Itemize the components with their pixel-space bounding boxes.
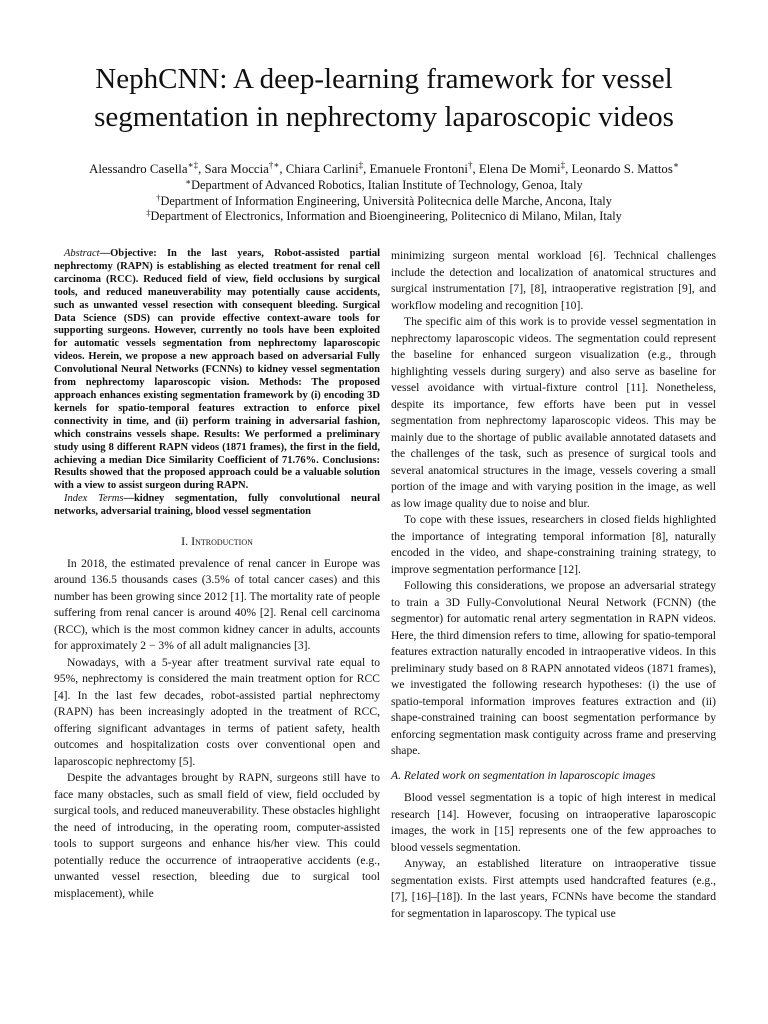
paragraph: Following this considerations, we propose an adversarial strategy to train a 3D Fully-Convolutional Neural Network (FCNN) (the segmentor) for automatic renal artery segmentation in RAPN videos. Here, the third dimension refers to time, allowing for spatio-temporal features extraction naturally encoded in intraoperative videos. In this preliminary study based on 8 RAPN annotated videos (1871 frames), we investigated the following research hypotheses: (i) the use of spatio-temporal information improves features extraction and (ii) shape-constrained training can boost segmentation performance by enforcing segmentation mask contiguity across frame and preserving shape. (391, 579, 716, 757)
author: Elena De Momi‡ (478, 160, 566, 176)
paragraph: The specific aim of this work is to provide vessel segmentation in nephrectomy laparoscopic videos. The segmentation could represent the baseline for enhanced surgeon visualization (e.g., through highlighting vessels during surgery) and also serve as baseline for vessel avoidance with virtual-fixture control [11]. Nonetheless, despite its importance, few efforts have been put in vessel segmentation from nephrectomy laparoscopic videos. This may be mainly due to the shortage of public available annotated datasets and the challenges of the task, such as presence of surgical tools and several anatomical structures in the image, vessels covering a small portion of the image and with varying position in the image, as well as low image quality due to noise and blur. (391, 315, 716, 510)
index-terms-lead: Index Terms (64, 493, 124, 505)
paragraph: Despite the advantages brought by RAPN, surgeons still have to face many obstacles, such as small field of view, field occluded by surgical tools, and reduced maneuverability. These obstacles highlight the need of introducing, in the operating room, computer-assisted tools to support surgeons and enhance his/her view. This could potentially reduce the occurrence of intraoperative accidents (e.g., unwanted vessel resection, bleeding due to surgical tool misplacement), while (54, 771, 380, 900)
abstract (54, 248, 380, 519)
author: Emanuele Frontoni† (369, 160, 473, 176)
paragraph: minimizing surgeon mental workload [6]. Technical challenges include the detection and localization of anatomical structures and surgical instrumentation [7], [8], intraoperative registration [9], and workflow modeling and recognition [10]. (391, 249, 716, 312)
paragraph: Blood vessel segmentation is a topic of high interest in medical research [14]. However, focusing on intraoperative laparoscopic images, the work in [15] represents one of the few approaches to blood vessels segmentation. (391, 791, 716, 854)
title-line-2: segmentation in nephrectomy laparoscopic videos (94, 101, 674, 133)
index-terms-body: —kidney segmentation, fully convolutional neural networks, adversarial training, blood vessel segmentation (54, 493, 381, 518)
abstract-body: —Objective: In the last years, Robot-assisted partial nephrectomy (RAPN) is establishing as elected treatment for renal cell carcinoma (RCC). Reduced field of view, field occlusions by surgical tools, and reduced maneuverability may potentially cause accidents, such as unwanted vessel resection with consequent bleeding. Surgical Data Science (SDS) can provide effective context-aware tools for supporting surgeons. However, currently no tools have been exploited for automatic vessels segmentation from nephrectomy laparoscopic videos. Herein, we propose a new approach based on adversarial Fully Convolutional Neural Networks (FCNNs) to kidney vessel segmentation from nephrectomy laparoscopic vision. Methods: The proposed approach enhances existing segmentation framework by (i) encoding 3D kernels for spatio-temporal features extraction to enforce pixel connectivity in time, and (ii) perform training in adversarial fashion, which constrains vessels shape. Results: We performed a preliminary study using 8 different RAPN videos (1871 frames), the first in the field, achieving a median Dice Similarity Coefficient of 71.76%. Conclusions: Results showed that the proposed approach could be a valuable solution with a view to assist surgeon during RAPN. (54, 248, 380, 492)
abstract-lead: Abstract (64, 248, 100, 259)
author-list: Alessandro Casella∗‡, Sara Moccia†∗, Chiara Carlini‡, Emanuele Frontoni†, Elena De Momi‡, Leonardo S. Mattos∗ (89, 160, 679, 176)
subsection-heading: A. Related work on segmentation in laparoscopic images (391, 768, 656, 782)
title-line-1: NephCNN: A deep-learning framework for vessel (95, 63, 673, 95)
author: Chiara Carlini‡ (285, 160, 364, 176)
paragraph: In 2018, the estimated prevalence of renal cancer in Europe was around 136.5 thousands cases (3.5% of total cancer cases) and this number has been growing since 2012 [1]. The mortality rate of people suffering from renal cancer is around 40% [2]. Renal cell carcinoma (RCC), which is the most common kidney cancer in adults, accounts for approximately 2 − 3% of all adult malignancies [3]. (54, 556, 380, 653)
author: Sara Moccia†∗ (204, 160, 280, 176)
paper-title (40, 60, 728, 136)
author: Leonardo S. Mattos∗ (571, 160, 679, 176)
affiliation: †Department of Information Engineering, Università Politecnica delle Marche, Ancona, Italy (156, 192, 612, 208)
left-column (54, 248, 380, 902)
affiliation: ∗Department of Advanced Robotics, Italian Institute of Technology, Genoa, Italy (185, 176, 583, 192)
paragraph: Nowadays, with a 5-year after treatment survival rate equal to 95%, nephrectomy is considered the main treatment option for RCC [4]. In the last few decades, robot-assisted partial nephrectomy (RAPN) has been increasingly adopted in the treatment of RCC, offering significant advantages in terms of patient safety, health outcomes and hospitalization costs over conventional open and laparoscopic nephrectomy [5]. (54, 655, 380, 768)
right-column (391, 248, 716, 922)
paragraph: To cope with these issues, researchers in closed fields highlighted the importance of integrating temporal information [8], naturally encoded in the video, and shape-constraining training strategy, to improve segmentation performance [12]. (391, 513, 716, 576)
author: Alessandro Casella∗‡ (89, 160, 199, 176)
paragraph: Anyway, an established literature on intraoperative tissue segmentation exists. First attempts used handcrafted features (e.g., [7], [16]–[18]). In the last years, FCNNs have become the standard for segmentation in laparoscopy. The typical use (391, 857, 716, 920)
affiliation: ‡Department of Electronics, Information and Bioengineering, Politecnico di Milano, Milan, Italy (146, 207, 622, 223)
section-heading: I. Introduction (181, 534, 253, 549)
